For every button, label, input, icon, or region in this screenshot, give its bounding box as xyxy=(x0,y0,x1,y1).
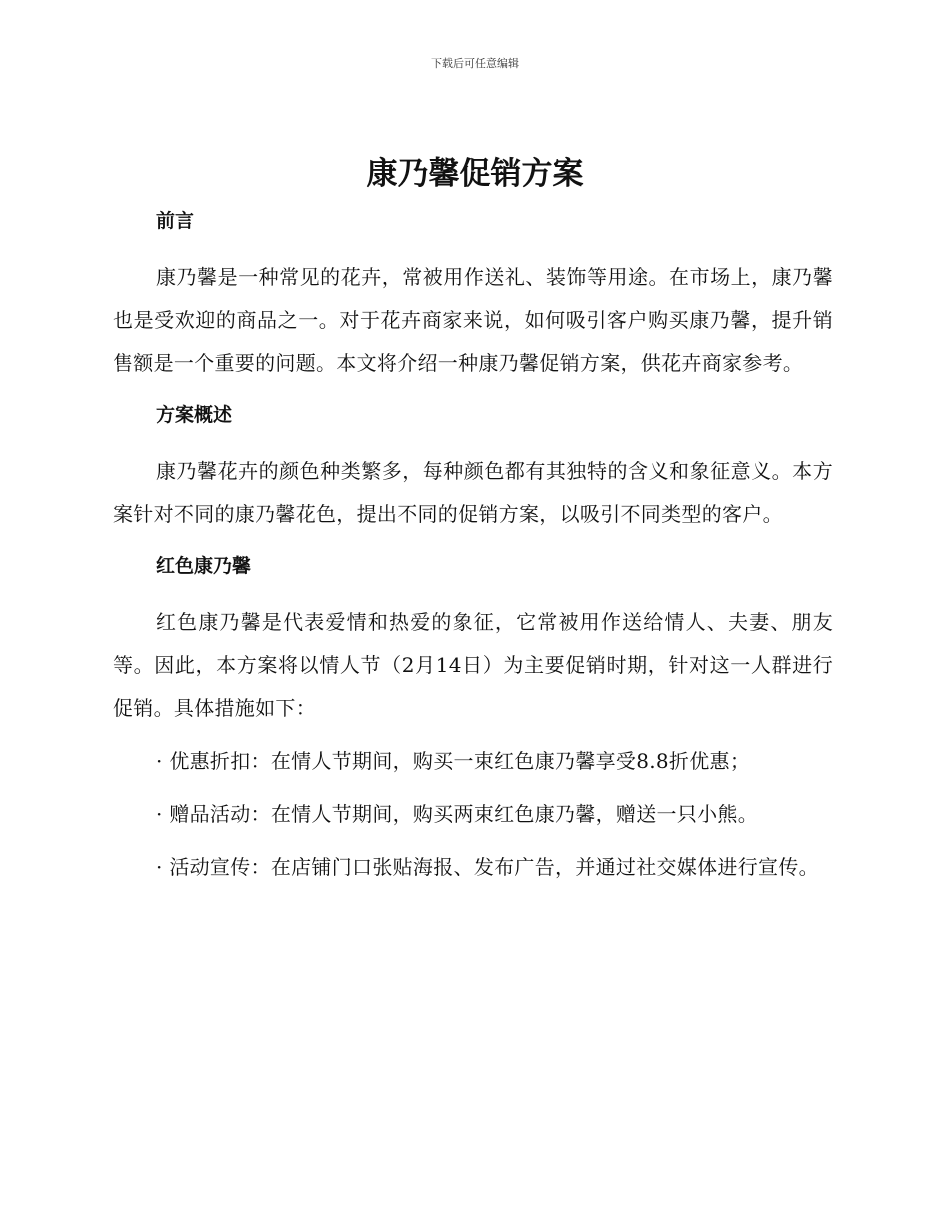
bullet-gift: · 赠品活动：在情人节期间，购买两束红色康乃馨，赠送一只小熊。 xyxy=(156,802,759,826)
section-heading-overview: 方案概述 xyxy=(156,404,233,426)
section-paragraph-red-carnation: 红色康乃馨是代表爱情和热爱的象征，它常被用作送给情人、夫妻、朋友等。因此，本方案将以情人节（2月14日）为主要促销时期，针对这一人群进行促销。具体措施如下： xyxy=(113,610,833,720)
document-title: 康乃馨促销方案 xyxy=(366,156,584,192)
header-note: 下载后可任意编辑 xyxy=(431,57,519,70)
section-heading-preface: 前言 xyxy=(156,210,195,232)
section-paragraph-overview: 康乃馨花卉的颜色种类繁多，每种颜色都有其独特的含义和象征意义。本方案针对不同的康乃馨花色，提出不同的促销方案，以吸引不同类型的客户。 xyxy=(113,459,833,526)
section-heading-red-carnation: 红色康乃馨 xyxy=(156,555,252,577)
section-paragraph-preface: 康乃馨是一种常见的花卉，常被用作送礼、装饰等用途。在市场上，康乃馨也是受欢迎的商品之一。对于花卉商家来说，如何吸引客户购买康乃馨，提升销售额是一个重要的问题。本文将介绍一种康乃馨促销方案，供花卉商家参考。 xyxy=(113,265,833,375)
bullet-discount: · 优惠折扣：在情人节期间，购买一束红色康乃馨享受8.8折优惠； xyxy=(156,749,751,773)
document-body xyxy=(113,203,833,889)
bullet-promotion: · 活动宣传：在店铺门口张贴海报、发布广告，并通过社交媒体进行宣传。 xyxy=(156,855,819,879)
